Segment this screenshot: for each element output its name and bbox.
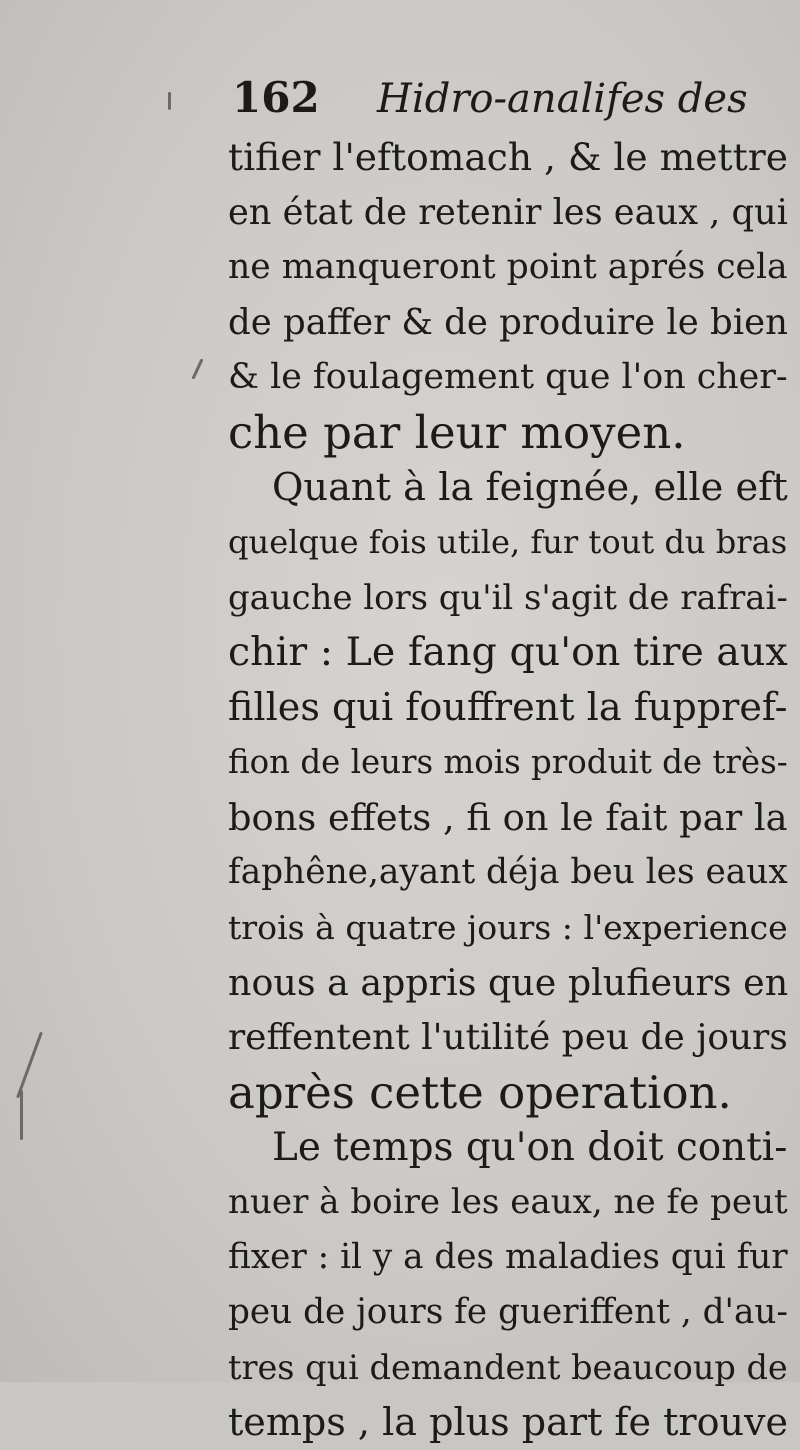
left-margin-mark [168, 92, 171, 110]
text-line: peu de jours fe gueriffent , d'au- [228, 1292, 788, 1332]
paragraph-start-line: Quant à la feignée, elle eft [272, 465, 788, 510]
text-line: fixer : il y a des maladies qui fur [228, 1237, 788, 1277]
paragraph-start-line: Le temps qu'on doit conti- [272, 1125, 788, 1170]
text-line: en état de retenir les eaux , qui [228, 192, 788, 233]
text-line: de paffer & de produire le bien [228, 302, 788, 343]
text-line: reffentent l'utilité peu de jours [228, 1017, 788, 1058]
text-line: quelque fois utile, fur tout du bras [228, 523, 788, 561]
left-margin-mark [191, 358, 203, 379]
text-line: tres qui demandent beaucoup de [228, 1348, 788, 1387]
page-number: 162 [232, 73, 320, 122]
left-margin-mark [20, 1090, 23, 1140]
left-margin-mark [16, 1032, 43, 1099]
running-head [232, 70, 752, 126]
text-line: nuer à boire les eaux, ne fe peut [228, 1182, 788, 1222]
text-line: filles qui fouffrent la fuppref- [228, 685, 788, 729]
text-line: gauche lors qu'il s'agit de rafrai- [228, 578, 788, 617]
text-line: fion de leurs mois produit de très- [228, 743, 788, 781]
text-line: après cette operation. [228, 1066, 732, 1119]
text-line: temps , la plus part fe trouve [228, 1400, 789, 1444]
text-line: nous a appris que plufieurs en [228, 961, 789, 1004]
text-line: trois à quatre jours : l'experience [228, 908, 788, 947]
running-title: Hidro-analifes des [377, 76, 748, 122]
body-text [228, 130, 788, 1450]
text-line: chir : Le fang qu'on tire aux [228, 629, 788, 675]
text-line: & le foulagement que l'on cher- [228, 357, 788, 397]
text-line: bons effets , fi on le fait par la [228, 796, 788, 839]
text-line: che par leur moyen. [228, 406, 686, 459]
text-line: ne manqueront point aprés cela [228, 247, 788, 287]
text-line: faphêne,ayant déja beu les eaux [228, 852, 788, 892]
text-line: tifier l'eftomach , & le mettre [228, 135, 789, 179]
